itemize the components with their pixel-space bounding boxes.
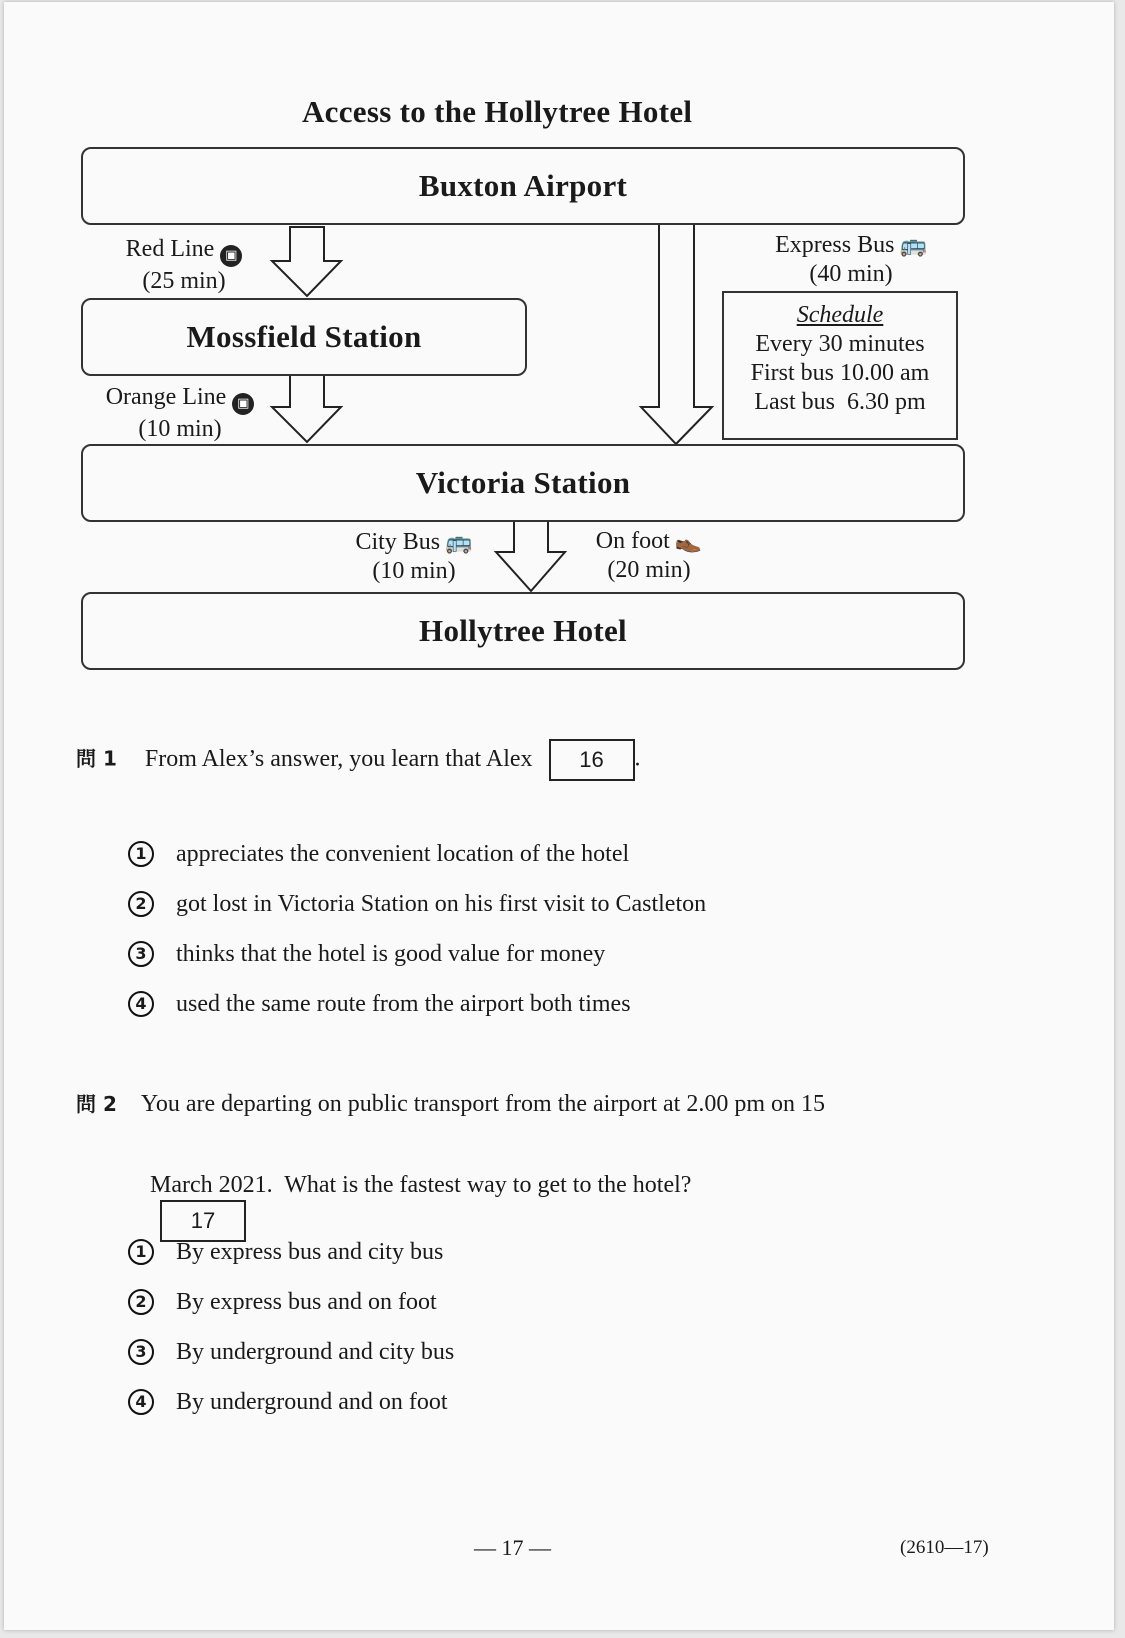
city-bus-time: (10 min) [372,558,456,584]
q1-option-3[interactable] [128,939,605,969]
city-bus-label [334,528,494,586]
exam-code: (2610—17) [900,1537,989,1558]
diagram-title: Access to the Hollytree Hotel [302,94,693,129]
mossfield-station-label: Mossfield Station [186,319,422,354]
bus-icon: 🚌 [899,233,927,258]
on-foot-label [574,527,724,585]
shoe-icon: 👞 [674,529,703,554]
question-2-line-1: You are departing on public transport from the airport at 2.00 pm on 15 [140,1091,825,1117]
mossfield-station-box [81,298,527,376]
schedule-heading: Schedule [796,302,884,328]
option-text: got lost in Victoria Station on his first visit to Castleton [176,891,707,917]
option-text: By underground and city bus [176,1339,455,1365]
answer-box-16[interactable]: 16 [549,739,635,781]
victoria-station-label: Victoria Station [415,465,631,500]
red-line-name: Red Line [125,236,215,262]
option-number: 2 [128,891,154,917]
option-number: 1 [128,841,154,867]
question-1-marker: 問 1 [76,746,117,771]
option-text: By express bus and on foot [176,1289,437,1315]
express-bus-time: (40 min) [809,261,893,287]
question-1-period: . [634,745,641,772]
question-2-line-2: March 2021. What is the fastest way to get to the hotel? [150,1172,692,1198]
q2-option-2[interactable] [128,1287,437,1317]
express-bus-name: Express Bus [775,232,895,258]
option-number: 4 [128,1389,154,1415]
express-bus-arrow [641,224,712,444]
option-number: 1 [128,1239,154,1265]
option-number: 3 [128,1339,154,1365]
q2-option-4[interactable] [128,1387,448,1417]
answer-box-17[interactable]: 17 [160,1200,246,1242]
exam-page [4,2,1114,1630]
orange-line-arrow [272,374,341,442]
victoria-station-box [81,444,965,522]
question-2-marker: 問 2 [76,1092,117,1116]
option-text: By express bus and city bus [176,1239,444,1265]
schedule-line: First bus 10.00 am [750,360,930,386]
page-number: — 17 — [474,1535,551,1560]
red-line-time: (25 min) [142,268,226,294]
red-line-arrow [272,227,341,296]
city-bus-name: City Bus [355,529,441,555]
orange-line-name: Orange Line [105,384,227,410]
question-1 [76,739,641,781]
q2-option-3[interactable] [128,1337,454,1367]
underground-icon: ▣ [220,245,242,267]
victoria-to-hotel-arrow [496,520,565,591]
option-text: thinks that the hotel is good value for money [176,941,606,967]
hollytree-hotel-box [81,592,965,670]
q1-option-2[interactable] [128,889,706,919]
q1-option-4[interactable] [128,989,631,1019]
bus-icon: 🚌 [445,530,473,555]
on-foot-time: (20 min) [607,557,691,583]
q2-option-1[interactable] [128,1237,443,1267]
red-line-label [104,235,264,296]
option-number: 2 [128,1289,154,1315]
option-text: used the same route from the airport both times [176,991,631,1017]
question-1-text: From Alex’s answer, you learn that Alex [144,745,533,772]
schedule-line: Every 30 minutes [755,331,925,357]
orange-line-label [80,383,280,444]
question-2 [76,1089,825,1119]
bus-schedule-box [722,291,958,440]
on-foot-name: On foot [595,528,670,554]
underground-icon: ▣ [232,393,254,415]
option-number: 4 [128,991,154,1017]
option-number: 3 [128,941,154,967]
q1-option-1[interactable] [128,839,629,869]
buxton-airport-box [81,147,965,225]
express-bus-label [756,231,946,289]
option-text: appreciates the convenient location of the hotel [176,841,630,867]
option-text: By underground and on foot [176,1389,448,1415]
buxton-airport-label: Buxton Airport [418,168,628,203]
orange-line-time: (10 min) [138,416,222,442]
hollytree-hotel-label: Hollytree Hotel [419,613,627,648]
schedule-line: Last bus 6.30 pm [754,389,926,415]
